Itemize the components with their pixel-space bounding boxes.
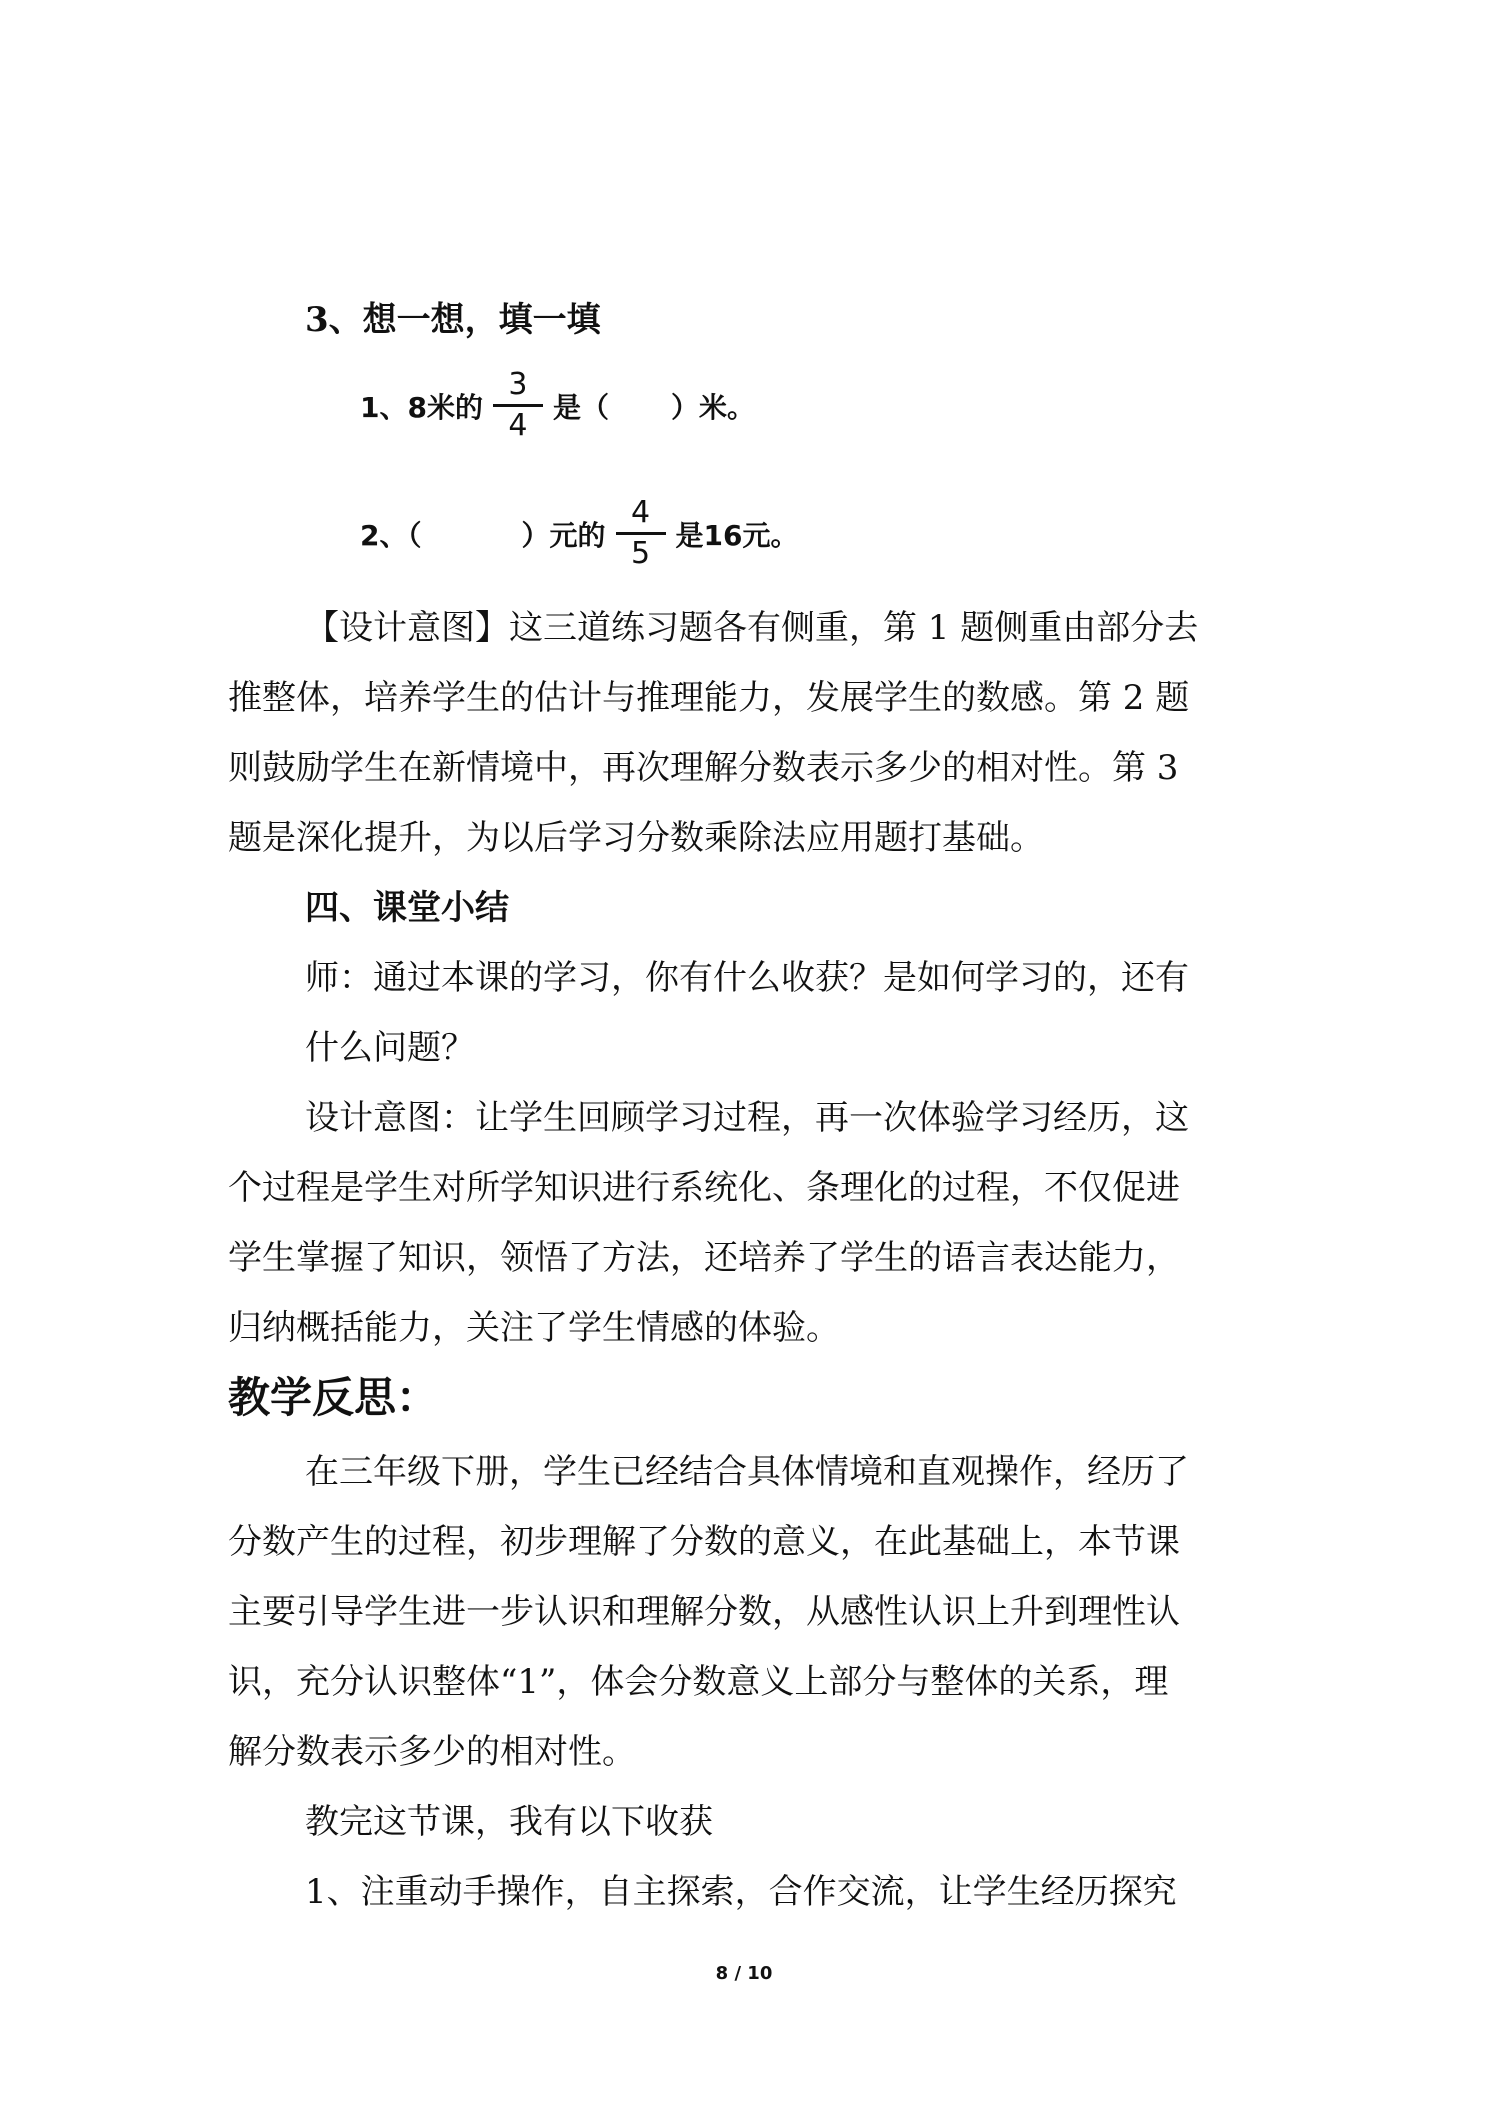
question-2-suffix: 是16元。 xyxy=(675,518,799,552)
paragraph-line: 个过程是学生对所学知识进行系统化、条理化的过程，不仅促进 xyxy=(228,1168,1180,1208)
paragraph-line: 教完这节课，我有以下收获 xyxy=(305,1802,713,1842)
paragraph-line: 则鼓励学生在新情境中，再次理解分数表示多少的相对性。第 3 xyxy=(228,748,1179,788)
section-title: 四、课堂小结 xyxy=(305,888,509,928)
fraction-denominator: 4 xyxy=(508,408,528,443)
fraction-three-quarters xyxy=(493,368,543,443)
question-1-prefix: 1、8米的 xyxy=(360,390,483,424)
paragraph-line: 识，充分认识整体“1”，体会分数意义上部分与整体的关系，理 xyxy=(228,1662,1169,1702)
question-1-blank-open: 是（ xyxy=(552,390,609,424)
fraction-four-fifths xyxy=(616,496,666,571)
paragraph-line: 推整体，培养学生的估计与推理能力，发展学生的数感。第 2 题 xyxy=(228,678,1190,718)
paragraph-line: 主要引导学生进一步认识和理解分数，从感性认识上升到理性认 xyxy=(228,1592,1180,1632)
paragraph-line: 在三年级下册，学生已经结合具体情境和直观操作，经历了 xyxy=(305,1452,1189,1492)
paragraph-line: 分数产生的过程，初步理解了分数的意义，在此基础上，本节课 xyxy=(228,1522,1180,1562)
paragraph-line: 什么问题？ xyxy=(305,1028,475,1068)
paragraph-line: 解分数表示多少的相对性。 xyxy=(228,1732,636,1772)
exercise-heading: 3、想一想，填一填 xyxy=(305,300,601,340)
paragraph-line: 归纳概括能力，关注了学生情感的体验。 xyxy=(228,1308,840,1348)
fraction-bar xyxy=(616,532,666,535)
question-1-blank-close: ）米。 xyxy=(670,390,755,424)
paragraph-line: 设计意图：让学生回顾学习过程，再一次体验学习经历，这 xyxy=(305,1098,1189,1138)
fraction-numerator: 4 xyxy=(630,495,651,530)
fraction-denominator: 5 xyxy=(630,536,651,571)
paragraph-line: 师：通过本课的学习，你有什么收获？是如何学习的，还有 xyxy=(305,958,1189,998)
paragraph-line: 【设计意图】这三道练习题各有侧重，第 1 题侧重由部分去 xyxy=(305,608,1199,648)
reflection-title: 教学反思： xyxy=(228,1373,439,1422)
page-number: 8 / 10 xyxy=(715,1963,773,1984)
question-2-prefix: 2、（ xyxy=(360,518,422,552)
question-1 xyxy=(360,368,755,443)
paragraph-line: 学生掌握了知识，领悟了方法，还培养了学生的语言表达能力， xyxy=(228,1238,1180,1278)
question-2 xyxy=(360,496,798,571)
fraction-bar xyxy=(493,404,543,407)
fraction-numerator: 3 xyxy=(508,367,528,402)
paragraph-line: 1、注重动手操作，自主探索，合作交流，让学生经历探究 xyxy=(305,1872,1177,1912)
paragraph-line: 题是深化提升，为以后学习分数乘除法应用题打基础。 xyxy=(228,818,1044,858)
question-2-mid: ）元的 xyxy=(521,518,606,552)
